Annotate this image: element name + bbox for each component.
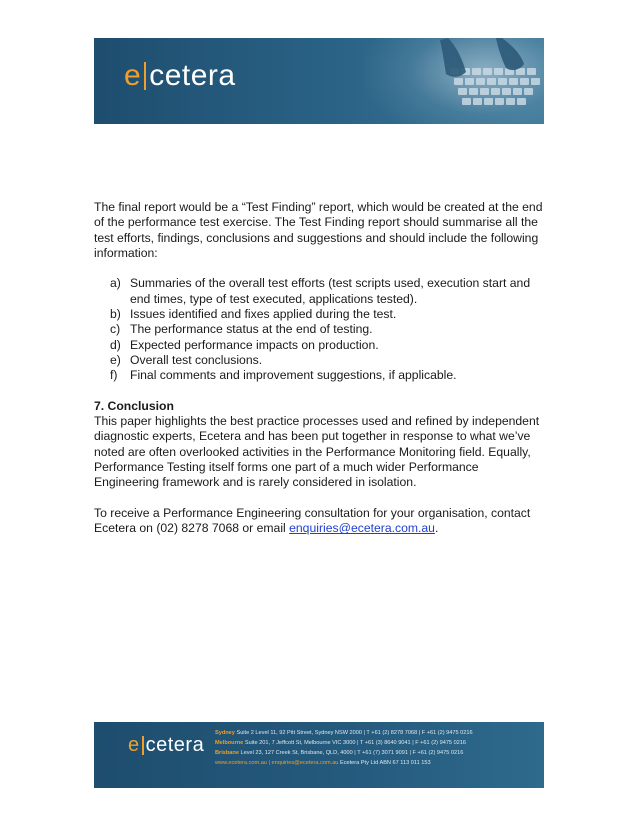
logo-divider [142, 736, 144, 755]
footer-line [215, 738, 540, 748]
list-item-text: The performance status at the end of testing. [130, 322, 373, 337]
list-item [94, 368, 544, 383]
list-item-label: b) [110, 307, 121, 322]
contact-suffix: . [434, 521, 439, 536]
footer-address: Suite 2 Level 11, 92 Pitt Street, Sydney NSW 2000 | T +61 (2) 8278 7068 | F +61 (2) 9475 0216 [234, 730, 473, 736]
list-item-label: d) [110, 337, 121, 352]
list-item-label: c) [110, 322, 121, 337]
footer-city: Brisbane [215, 750, 239, 756]
list-item [94, 276, 544, 307]
footer-line [215, 758, 540, 768]
list-item-label: f) [110, 368, 118, 383]
list-item-label: e) [110, 352, 121, 367]
list-item-text: Overall test conclusions. [130, 352, 263, 367]
spacer [94, 261, 544, 276]
footer-abn: Ecetera Pty Ltd ABN 67 113 011 153 [338, 760, 431, 766]
list-item-text: Issues identified and fixes applied during the test. [130, 307, 397, 322]
list-item-label: a) [110, 276, 121, 291]
footer-contact-block [215, 728, 540, 768]
list-item-text: Expected performance impacts on production. [130, 337, 379, 352]
list-item [94, 338, 544, 353]
logo-divider [144, 62, 146, 90]
section-heading: 7. Conclusion [94, 398, 174, 413]
report-items-list [94, 276, 544, 383]
footer-city: Sydney [215, 730, 235, 736]
list-item [94, 307, 544, 322]
footer-logo [128, 734, 204, 757]
logo-text: cetera [145, 734, 205, 756]
list-item [94, 322, 544, 337]
conclusion-paragraph: This paper highlights the best practice processes used and refined by independent diagnostic experts, Ecetera and has been put together in response to what we’ve noted are often overlooked activities in the Performance Monitoring field. Equally, Performance Testing itself forms one part of a much wider Performance Engineering framework and is rarely considered in isolation. [94, 414, 540, 490]
document-body [94, 200, 544, 537]
logo-text: cetera [149, 59, 236, 92]
footer-web-link[interactable]: www.ecetera.com.au | enquiries@ecetera.com.au [215, 760, 339, 766]
header-logo [124, 59, 236, 93]
spacer [94, 491, 544, 506]
list-item-text: Summaries of the overall test efforts (test scripts used, execution start and end times, type of test executed, applications tested). [130, 276, 531, 306]
footer-line [215, 748, 540, 758]
logo-e: e [128, 734, 140, 756]
contact-paragraph [94, 506, 544, 537]
footer-address: Level 23, 127 Creek St, Brisbane, QLD, 4000 | T +61 (7) 3071 9091 | F +61 (2) 9475 0216 [238, 750, 464, 756]
footer-line [215, 728, 540, 738]
list-item [94, 353, 544, 368]
contact-text: To receive a Performance Engineering consultation for your organisation, contact Ecetera on (02) 8278 7068 or email [94, 505, 531, 536]
spacer [94, 384, 544, 399]
footer-address: Suite 201, 7 Jeffcott St, Melbourne VIC 3000 | T +61 (3) 8640 9041 | F +61 (2) 9475 0216 [243, 740, 467, 746]
logo-e: e [124, 59, 142, 92]
list-item-text: Final comments and improvement suggestions, if applicable. [130, 368, 457, 383]
email-link[interactable]: enquiries@ecetera.com.au [289, 521, 435, 536]
footer-city: Melbourne [215, 740, 244, 746]
keyboard-hands-image [440, 38, 544, 124]
intro-paragraph: The final report would be a “Test Finding” report, which would be created at the end of the performance test exercise. The Test Finding report should summarise all the test efforts, findings, conclusions and suggestions and should include the following information: [94, 200, 543, 260]
